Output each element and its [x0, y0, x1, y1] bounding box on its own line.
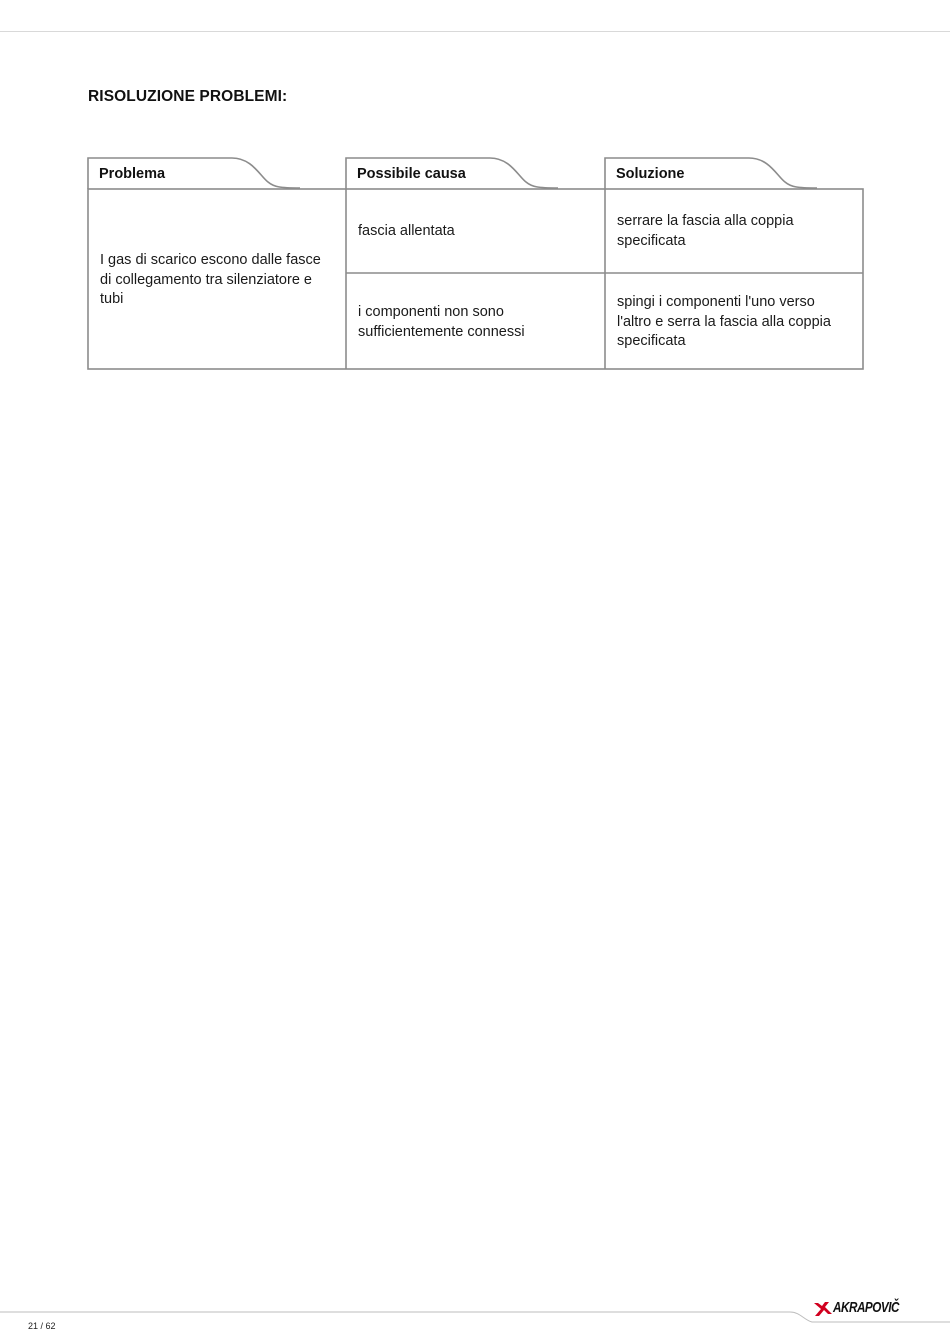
brand-logo — [813, 1298, 899, 1320]
scorpion-icon — [813, 1300, 833, 1318]
cause-cell-1: fascia allentata — [358, 223, 455, 239]
solution-cell-2: spingi i componenti l'uno verso l'altro e serra la fascia alla coppia specificata — [617, 294, 831, 349]
header-cause: Possibile causa — [357, 166, 466, 182]
page-title: RISOLUZIONE PROBLEMI: — [88, 88, 288, 105]
solution-cell-1: serrare la fascia alla coppia specificata — [617, 213, 794, 249]
brand-name: AKRAPOVIČ — [833, 1299, 899, 1316]
header-problem: Problema — [99, 166, 166, 182]
header-solution: Soluzione — [616, 166, 685, 182]
page-number: 21 / 62 — [28, 1321, 56, 1331]
footer-rule — [0, 1300, 950, 1330]
problem-cell: I gas di scarico escono dalle fasce di collegamento tra silenziatore e tubi — [100, 252, 321, 307]
cause-cell-2: i componenti non sono sufficientemente connessi — [358, 304, 525, 340]
